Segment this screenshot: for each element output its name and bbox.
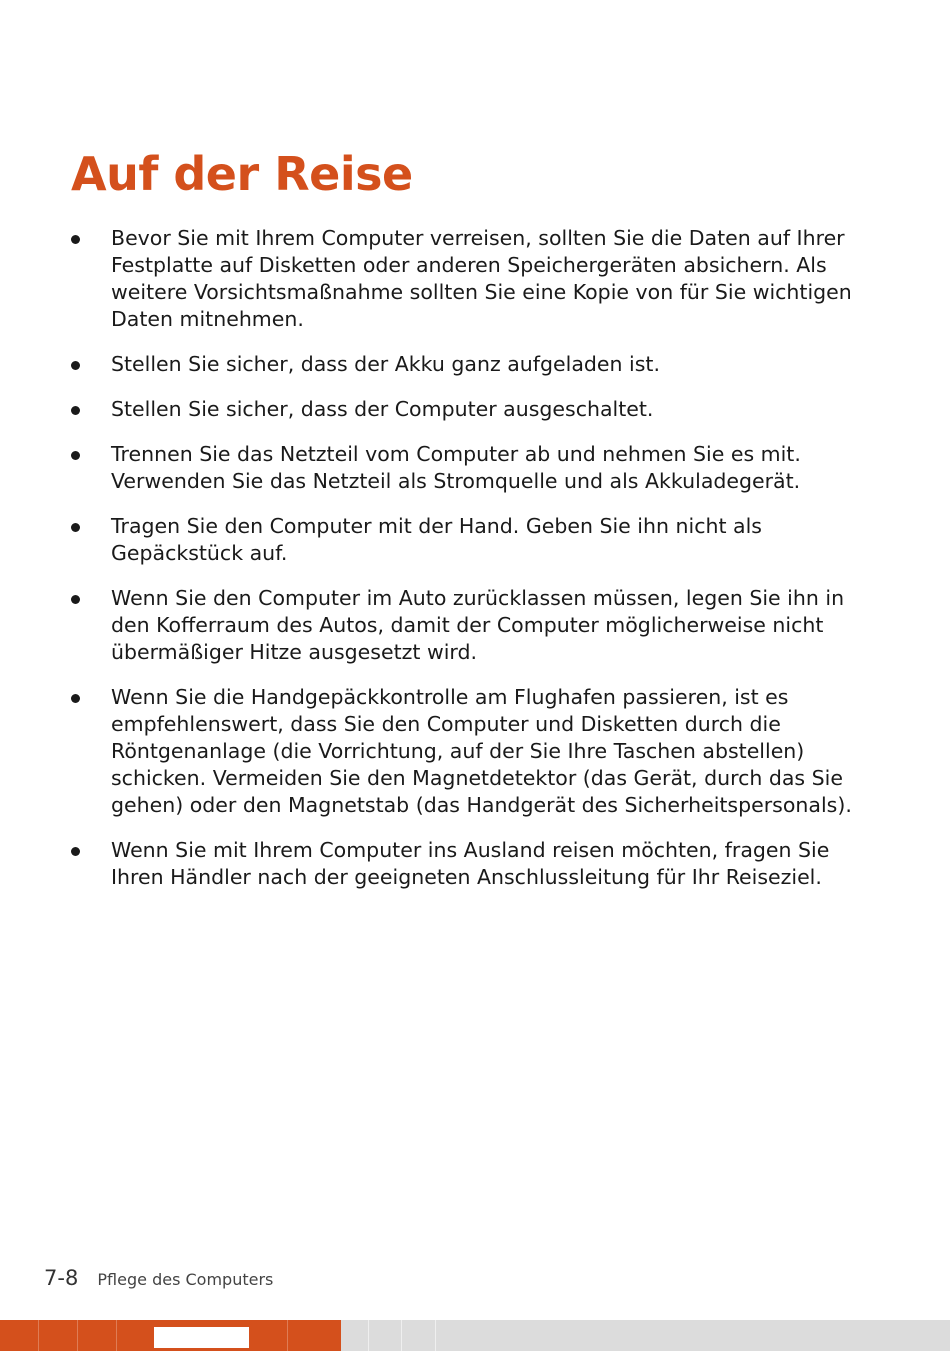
page-number: 7-8: [44, 1266, 79, 1290]
bullet-icon: [71, 235, 80, 244]
list-item: [71, 837, 886, 891]
bar-divider: [435, 1320, 436, 1351]
footer-bar-neutral: [341, 1320, 950, 1351]
list-item: [71, 351, 886, 378]
bullet-icon: [71, 847, 80, 856]
bar-divider: [287, 1320, 288, 1351]
list-item: [71, 684, 886, 819]
list-item-text: Trennen Sie das Netzteil vom Computer ab und nehmen Sie es mit. Verwenden Sie das Netzteil als Stromquelle und als Akkuladegerät.: [111, 442, 801, 493]
bullet-icon: [71, 595, 80, 604]
list-item-text: Wenn Sie mit Ihrem Computer ins Ausland reisen möchten, fragen Sie Ihren Händler nach der geeigneten Anschlussleitung für Ihr Reiseziel.: [111, 838, 830, 889]
bar-divider: [77, 1320, 78, 1351]
bullet-icon: [71, 361, 80, 370]
footer-bar-accent: [0, 1320, 341, 1351]
footer-bar-highlight: [154, 1327, 249, 1348]
page-footer: [44, 1266, 273, 1290]
bar-divider: [116, 1320, 117, 1351]
list-item-text: Tragen Sie den Computer mit der Hand. Geben Sie ihn nicht als Gepäckstück auf.: [111, 514, 762, 565]
list-item: [71, 396, 886, 423]
bar-divider: [401, 1320, 402, 1351]
bullet-list: [71, 225, 886, 909]
list-item: [71, 513, 886, 567]
list-item-text: Wenn Sie den Computer im Auto zurücklassen müssen, legen Sie ihn in den Kofferraum des Autos, damit der Computer möglicherweise nicht übermäßiger Hitze ausgesetzt wird.: [111, 586, 845, 664]
bullet-icon: [71, 451, 80, 460]
bar-divider: [368, 1320, 369, 1351]
bullet-icon: [71, 694, 80, 703]
list-item-text: Stellen Sie sicher, dass der Computer ausgeschaltet.: [111, 397, 654, 421]
list-item-text: Wenn Sie die Handgepäckkontrolle am Flughafen passieren, ist es empfehlenswert, dass Sie den Computer und Disketten durch die Röntgenanlage (die Vorrichtung, auf der Sie Ihre Taschen abstellen) schicken. Vermeiden Sie den Magnetdetektor (das Gerät, durch das Sie gehen) oder den Magnetstab (das Handgerät des Sicherheitspersonals).: [111, 685, 852, 817]
bar-divider: [38, 1320, 39, 1351]
list-item-text: Bevor Sie mit Ihrem Computer verreisen, sollten Sie die Daten auf Ihrer Festplatte auf Disketten oder anderen Speichergeräten absichern. Als weitere Vorsichtsmaßnahme sollten Sie eine Kopie von für Sie wichtigen Daten mitnehmen.: [111, 226, 852, 331]
list-item-text: Stellen Sie sicher, dass der Akku ganz aufgeladen ist.: [111, 352, 660, 376]
footer-decorative-bar: [0, 1320, 950, 1351]
list-item: [71, 225, 886, 333]
chapter-name: Pflege des Computers: [97, 1270, 274, 1289]
list-item: [71, 585, 886, 666]
bullet-icon: [71, 523, 80, 532]
bullet-icon: [71, 406, 80, 415]
list-item: [71, 441, 886, 495]
page-title: Auf der Reise: [71, 147, 413, 201]
